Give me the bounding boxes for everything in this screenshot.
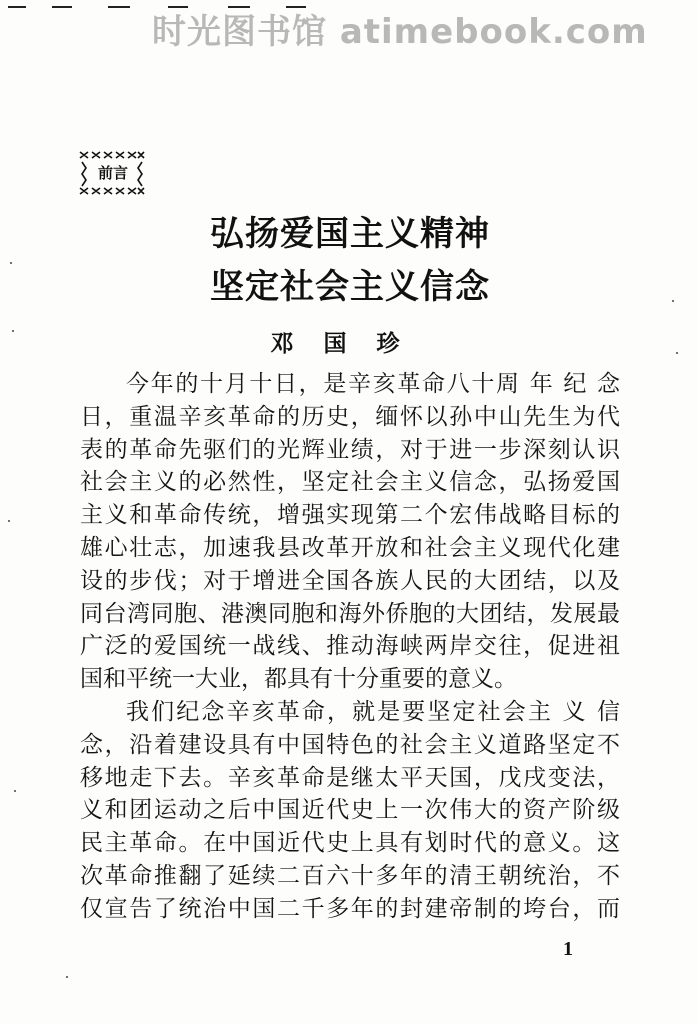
body-line: 移地走下去。辛亥革命是继太平天国，戊戌变法， — [80, 764, 620, 791]
body-line: 民主革命。在中国近代史上具有划时代的意义。这 — [80, 830, 620, 857]
badge-label: 前言 — [97, 164, 128, 182]
body-line: 雄心壮志，加速我县改革开放和社会主义现代化建 — [80, 534, 620, 561]
scan-speck — [672, 300, 674, 302]
scan-speck — [10, 262, 12, 264]
body-line: 义和团运动之后中国近代史上一次伟大的资产阶级 — [80, 797, 620, 824]
body-line: 主义和革命传统，增强实现第二个宏伟战略目标的 — [80, 502, 620, 529]
body-line: 念，沿着建设具有中国特色的社会主义道路坚定不 — [80, 731, 620, 758]
body-line: 广泛的爱国统一战线、推动海峡两岸交往，促进祖 — [80, 633, 620, 660]
body-line: 今年的十月十日，是辛亥革命八十周 年 纪 念 — [126, 371, 620, 397]
scan-speck — [676, 352, 678, 354]
title-line-1: 弘扬爱国主义精神 — [210, 214, 490, 254]
page-number: 1 — [563, 938, 573, 960]
watermark: 时光图书馆 atimebook.com — [152, 12, 648, 52]
body-line: 同台湾同胞、港澳同胞和海外侨胞的大团结，发展最 — [80, 600, 620, 627]
body-line: 表的革命先驱们的光辉业绩，对于进一步深刻认识 — [80, 436, 620, 463]
scan-speck — [8, 520, 10, 522]
body-line: 次革命推翻了延续二百六十多年的清王朝统治，不 — [80, 862, 620, 889]
body-text — [80, 368, 620, 926]
body-line: 日，重温辛亥革命的历史，缅怀以孙中山先生为代 — [80, 403, 620, 430]
body-line: 国和平统一大业，都具有十分重要的意义。 — [80, 666, 517, 693]
scan-speck — [66, 976, 68, 978]
title-line-2: 坚定社会主义信念 — [210, 267, 490, 307]
body-line: 我们纪念辛亥革命，就是要坚定社会主 义 信 — [126, 698, 620, 725]
body-line: 社会主义的必然性，坚定社会主义信念，弘扬爱国 — [80, 469, 620, 496]
body-line: 仅宣告了统治中国二千多年的封建帝制的垮台，而 — [80, 895, 620, 922]
author-name: 邓国珍 — [270, 331, 430, 357]
section-badge — [78, 148, 146, 198]
body-line: 设的步伐；对于增进全国各族人民的大团结，以及 — [80, 567, 620, 594]
scan-speck — [14, 790, 16, 792]
scan-speck — [12, 330, 14, 332]
